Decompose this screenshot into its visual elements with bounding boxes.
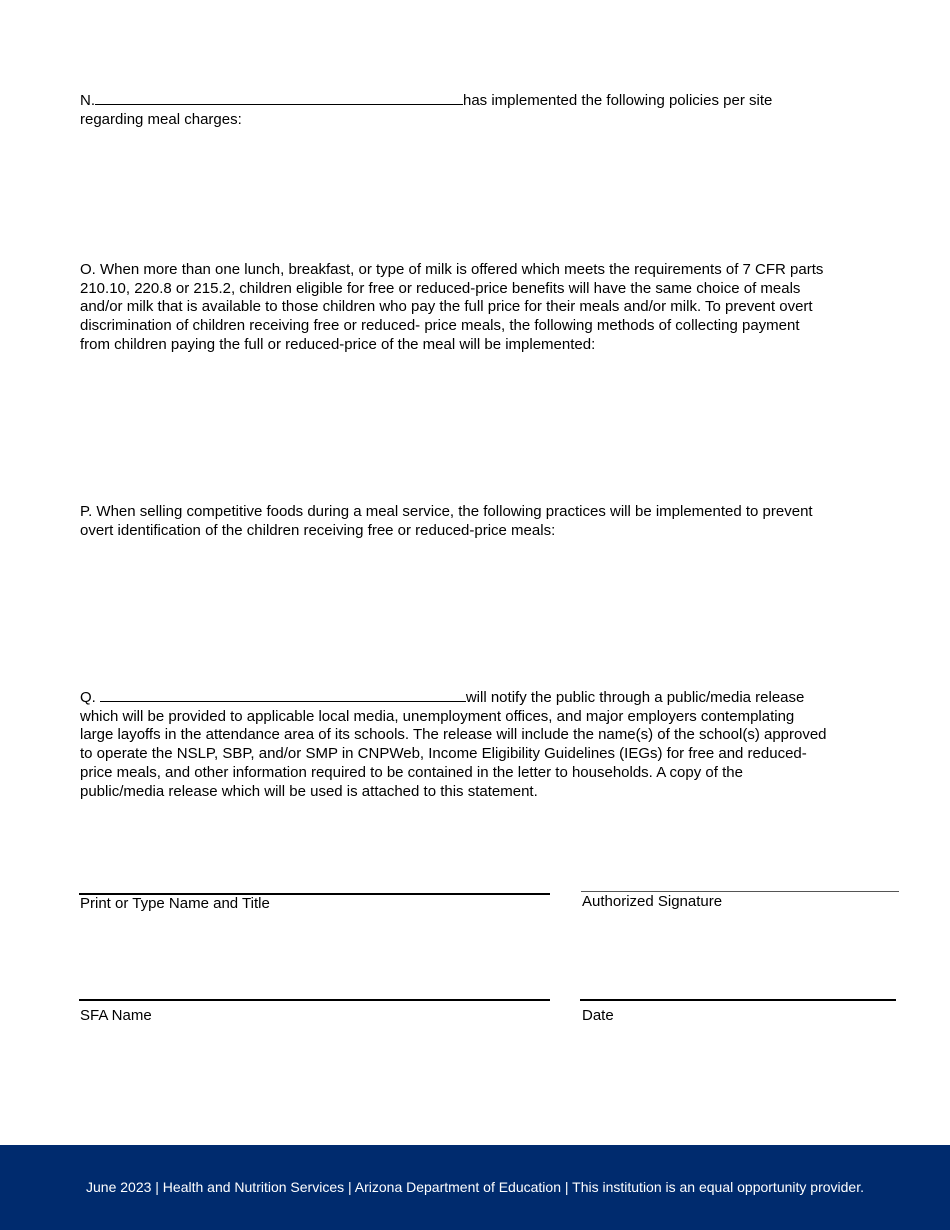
sfa-name-line[interactable]: [79, 999, 550, 1001]
section-n-suffix: has implemented the following policies per site: [463, 92, 773, 109]
print-name-label: Print or Type Name and Title: [80, 895, 270, 912]
date-label: Date: [582, 1007, 614, 1024]
authorized-signature-line[interactable]: [581, 891, 899, 892]
footer-bar: [0, 1145, 950, 1230]
section-n-blank-field[interactable]: [95, 93, 463, 105]
sfa-name-label: SFA Name: [80, 1007, 152, 1024]
section-q-suffix: will notify the public through a public/media release: [465, 689, 805, 706]
section-n-continuation: regarding meal charges:: [80, 110, 242, 128]
section-n-prefix: N.: [80, 92, 95, 109]
authorized-signature-label: Authorized Signature: [582, 893, 723, 910]
section-q-prefix: Q.: [80, 689, 96, 706]
section-q: [80, 689, 870, 801]
section-n: [80, 92, 870, 129]
section-q-blank-field[interactable]: [100, 690, 466, 702]
section-p-text: P. When selling competitive foods during a meal service, the following practices will be implemented to prevent overt identification of the children receiving free or reduced-price meals:: [80, 503, 813, 539]
section-q-continuation: which will be provided to applicable local media, unemployment offices, and major employers contemplating large layoffs in the attendance area of its schools. The release will include the name(s) of the school(s) approved to operate the NSLP, SBP, and/or SMP in CNPWeb, Income Eligibility Guidelines (IEGs) for free and reduced- price meals, and other information required to be contained in the letter to households. A copy of the public/media release which will be used is attached to this statement.: [80, 707, 827, 800]
date-line[interactable]: [580, 999, 896, 1001]
footer-text: June 2023 | Health and Nutrition Services | Arizona Department of Education | This institution is an equal opportunity provider.: [86, 1179, 864, 1195]
section-o-text: O. When more than one lunch, breakfast, or type of milk is offered which meets the requirements of 7 CFR parts 210.10, 220.8 or 215.2, children eligible for free or reduced-price benefits will have the same choice of meals and/or milk that is available to those children who pay the full price for their meals and/or milk. To prevent overt discrimination of children receiving free or reduced- price meals, the following methods of collecting payment from children paying the full or reduced-price of the meal will be implemented:: [80, 261, 824, 353]
